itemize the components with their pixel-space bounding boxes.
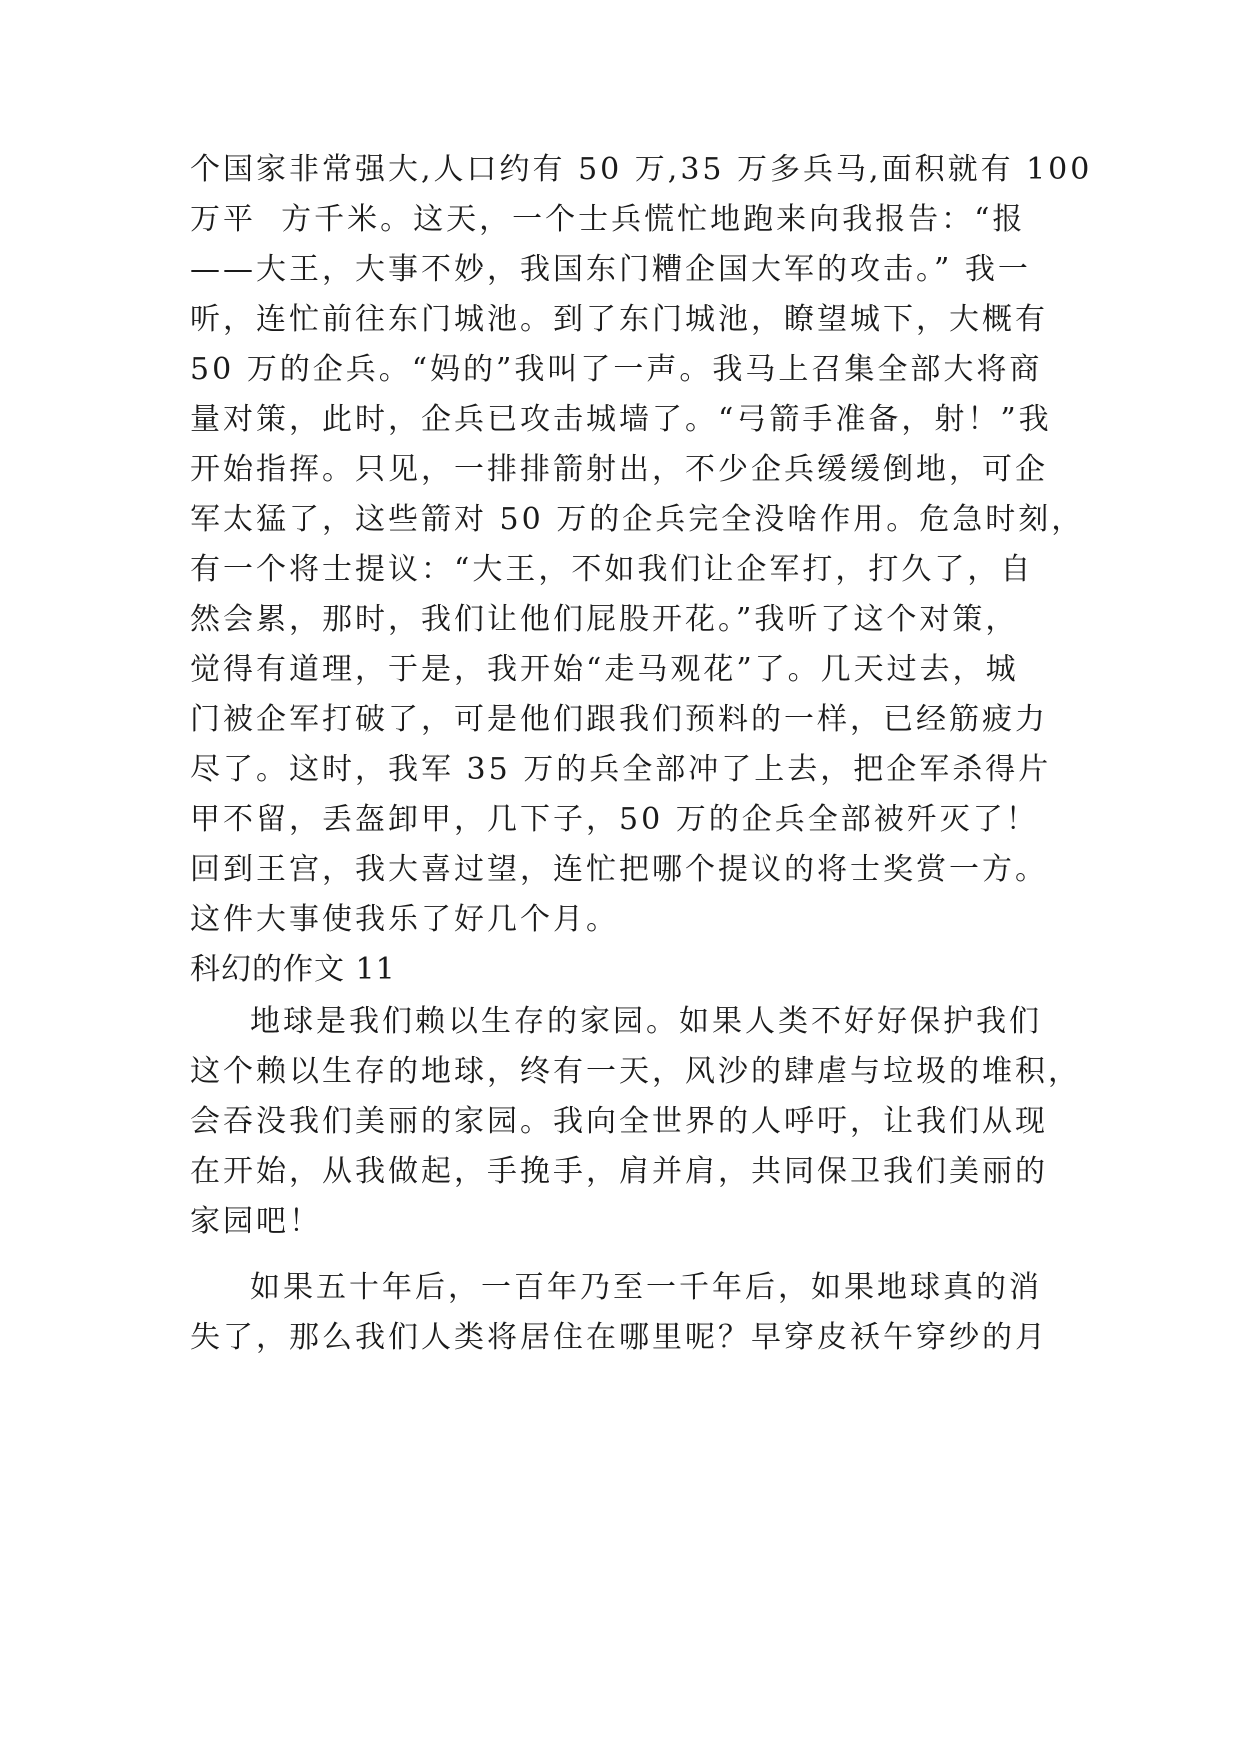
section-heading: 科幻的作文 11	[190, 952, 396, 987]
text-line: ——大王，大事不妙，我国东门糟企国大军的攻击。” 我一	[190, 252, 1031, 287]
text-line: 然会累，那时，我们让他们屁股开花。”我听了这个对策，	[190, 602, 1019, 637]
text-line: 军太猛了，这些箭对 50 万的企兵完全没啥作用。危急时刻，	[190, 502, 1085, 537]
text-line: 这件大事使我乐了好几个月。	[190, 902, 619, 937]
text-line: 家园吧！	[190, 1204, 322, 1239]
text-line: 门被企军打破了，可是他们跟我们预料的一样，已经筋疲力	[190, 702, 1048, 737]
text-line: 在开始，从我做起，手挽手，肩并肩，共同保卫我们美丽的	[190, 1154, 1048, 1189]
text-line: 觉得有道理，于是，我开始“走马观花”了。几天过去，城	[190, 652, 1019, 687]
text-line: 个国家非常强大,人口约有 50 万,35 万多兵马,面积就有 100	[190, 152, 1093, 187]
text-line: 量对策，此时，企兵已攻击城墙了。“弓箭手准备，射！”我	[190, 402, 1052, 437]
text-line: 失了，那么我们人类将居住在哪里呢？早穿皮袄午穿纱的月	[190, 1320, 1048, 1355]
text-line: 万平 方千米。这天，一个士兵慌忙地跑来向我报告：“报	[190, 202, 1026, 237]
text-line: 回到王宫，我大喜过望，连忙把哪个提议的将士奖赏一方。	[190, 852, 1048, 887]
text-line: 50 万的企兵。“妈的”我叫了一声。我马上召集全部大将商	[190, 352, 1043, 387]
text-line: 地球是我们赖以生存的家园。如果人类不好好保护我们	[250, 1004, 1042, 1039]
text-line: 这个赖以生存的地球，终有一天，风沙的肆虐与垃圾的堆积，	[190, 1054, 1081, 1089]
text-line: 尽了。这时，我军 35 万的兵全部冲了上去，把企军杀得片	[190, 752, 1052, 787]
text-line: 如果五十年后，一百年乃至一千年后，如果地球真的消	[250, 1270, 1042, 1305]
text-line: 甲不留，丢盔卸甲，几下子，50 万的企兵全部被歼灭了！	[190, 802, 1039, 837]
text-line: 开始指挥。只见，一排排箭射出，不少企兵缓缓倒地，可企	[190, 452, 1048, 487]
text-line: 有一个将士提议：“大王，不如我们让企军打，打久了，自	[190, 552, 1034, 587]
text-line: 会吞没我们美丽的家园。我向全世界的人呼吁，让我们从现	[190, 1104, 1048, 1139]
text-line: 听，连忙前往东门城池。到了东门城池，瞭望城下，大概有	[190, 302, 1048, 337]
